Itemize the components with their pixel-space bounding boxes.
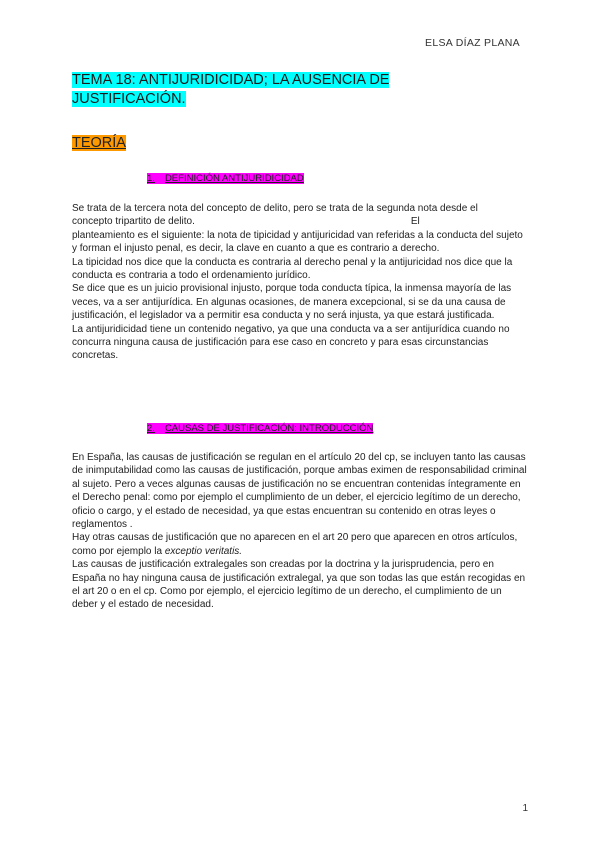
section-label-teoria bbox=[72, 134, 126, 152]
section-1-body bbox=[72, 202, 528, 363]
section-heading-1-number: 1. bbox=[147, 173, 155, 184]
section-heading-2 bbox=[147, 422, 373, 436]
paragraph-4: La antijuridicidad tiene un contenido negativo, ya que una conducta va a ser antijurídica cuando no concurra ninguna causa de justificación para ese caso en concreto y para esas circunstancias concretas. bbox=[72, 323, 510, 362]
paragraph-6-text: Hay otras causas de justificación que no aparecen en el art 20 pero que aparecen en otros artículos, como por ejemplo la bbox=[72, 532, 518, 557]
paragraph-1-line-2-end: El bbox=[410, 216, 420, 228]
paragraph-6-italic: exceptio veritatis. bbox=[164, 545, 243, 557]
section-heading-2-number: 2. bbox=[147, 423, 155, 434]
section-heading-1-text bbox=[147, 173, 304, 184]
paragraph-7: Las causas de justificación extralegales son creadas por la doctrina y la jurisprudencia, pero en España no hay ninguna causa de justificación extralegal, ya que son todas las que están recogidas en el art 20 o en el cp. Como por ejemplo, el ejercicio legítimo de un derecho, el cumplimiento de un deber y el estado de necesidad. bbox=[72, 559, 526, 611]
paragraph-1-line-1: Se trata de la tercera nota del concepto de delito, pero se trata de la segunda nota desde el bbox=[72, 203, 478, 214]
paragraph-2: La tipicidad nos dice que la conducta es contraria al derecho penal y la antijuricidad nos dice que la conducta es contraria a todo el ordenamiento jurídico. bbox=[72, 256, 513, 282]
section-heading-1-label: DEFINICIÓN ANTIJURIDICIDAD bbox=[164, 173, 304, 184]
paragraph-1-line-2 bbox=[72, 215, 528, 228]
page-title-text: TEMA 18: ANTIJURIDICIDAD; LA AUSENCIA DE JUSTIFICACIÓN. bbox=[72, 72, 390, 107]
section-heading-1 bbox=[147, 172, 304, 186]
paragraph-3: Se dice que es un juicio provisional injusto, porque toda conducta típica, la inmensa mayoría de las veces, va a ser antijurídica. En algunas ocasiones, de manera excepcional, si se da una causa de justificación, el legislador va a permitir esa conducta y no será injusta, ya que estará justificada. bbox=[72, 283, 512, 322]
page-number: 1 bbox=[522, 803, 528, 814]
section-heading-2-text bbox=[147, 423, 373, 434]
paragraph-1-line-2-start: concepto tripartito de delito. bbox=[72, 216, 195, 228]
header-author: ELSA DÍAZ PLANA bbox=[425, 37, 520, 49]
paragraph-1-rest: planteamiento es el siguiente: la nota de tipicidad y antijuricidad van referidas a la conducta del sujeto y forman el injusto penal, es decir, la clave en cuanto a que es contrario a derecho. bbox=[72, 229, 523, 255]
section-label-text: TEORÍA bbox=[72, 135, 126, 151]
section-2-body bbox=[72, 451, 528, 612]
paragraph-5: En España, las causas de justificación se regulan en el artículo 20 del cp, se incluyen tanto las causas de inimputabilidad como las causas de justificación, porque ambas eximen de responsabilidad criminal al sujeto. Pero a veces algunas causas de justificación no se encuentran contenidas íntegramente en el Derecho penal: como por ejemplo el cumplimiento de un deber, el ejercicio legítimo de un derecho, oficio o cargo, y el estado de necesidad, ya que estas encuentran su contenido en otras leyes o reglamentos . bbox=[72, 452, 527, 531]
paragraph-6 bbox=[72, 531, 528, 558]
section-heading-2-label: CAUSAS DE JUSTIFICACIÓN: INTRODUCCIÓN bbox=[164, 423, 374, 434]
page-title bbox=[72, 71, 442, 109]
